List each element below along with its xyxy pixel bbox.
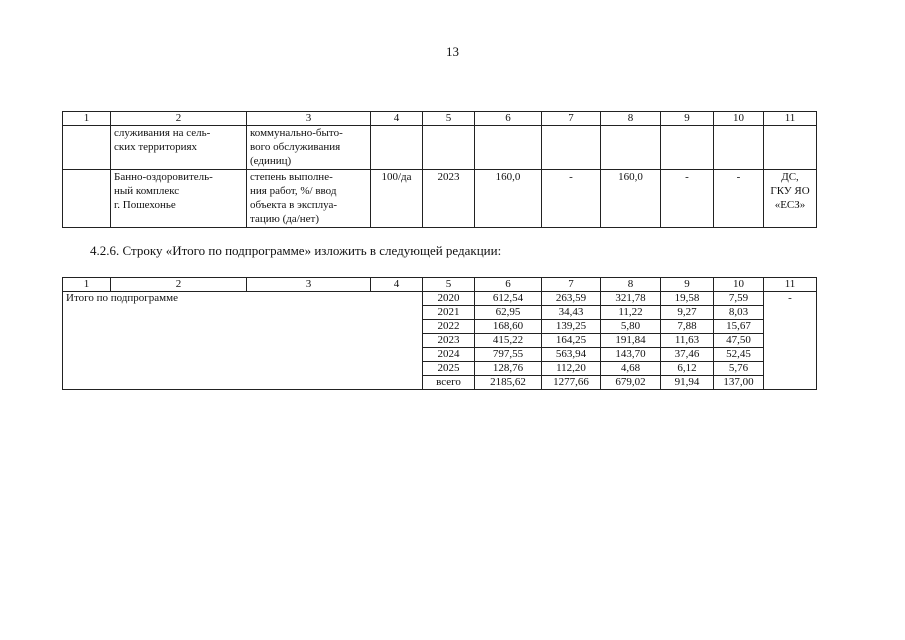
header-cell: 2 bbox=[111, 112, 247, 126]
amount-cell: - bbox=[661, 170, 714, 228]
header-cell: 10 bbox=[714, 112, 764, 126]
header-cell: 11 bbox=[764, 112, 817, 126]
amount-cell: 160,0 bbox=[601, 170, 661, 228]
header-cell: 9 bbox=[661, 278, 714, 292]
header-cell: 8 bbox=[601, 278, 661, 292]
indicator-cell: степень выполне- ния работ, %/ ввод объекта в эксплуа- тацию (да/нет) bbox=[247, 170, 371, 228]
header-cell: 8 bbox=[601, 112, 661, 126]
header-cell: 1 bbox=[63, 112, 111, 126]
amount-cell: 160,0 bbox=[475, 170, 542, 228]
year-cell: 2022 bbox=[423, 320, 475, 334]
table-row: Итого по подпрограмме 2020 612,54 263,59 321,78 19,58 7,59 - bbox=[63, 292, 817, 306]
header-cell: 4 bbox=[371, 278, 423, 292]
table-row bbox=[63, 170, 817, 228]
table-header-row bbox=[63, 112, 817, 126]
table-row: 2023 415,22 164,25 191,84 11,63 47,50 bbox=[63, 334, 817, 348]
subprogram-total-table bbox=[62, 277, 817, 390]
header-cell: 2 bbox=[111, 278, 247, 292]
total-label-cell: Итого по подпрограмме bbox=[63, 292, 423, 390]
year-cell: 2023 bbox=[423, 170, 475, 228]
header-cell: 5 bbox=[423, 112, 475, 126]
header-cell: 3 bbox=[247, 278, 371, 292]
amount-cell: - bbox=[542, 170, 601, 228]
header-cell: 5 bbox=[423, 278, 475, 292]
row-name-cell: Банно-оздоровитель- ный комплекс г. Пошехонье bbox=[111, 170, 247, 228]
year-cell: всего bbox=[423, 376, 475, 390]
target-value-cell: 100/да bbox=[371, 170, 423, 228]
header-cell: 11 bbox=[764, 278, 817, 292]
page-number: 13 bbox=[446, 44, 459, 59]
header-cell: 9 bbox=[661, 112, 714, 126]
table-row: 2021 62,95 34,43 11,22 9,27 8,03 bbox=[63, 306, 817, 320]
year-cell: 2020 bbox=[423, 292, 475, 306]
executor-cell: - bbox=[764, 292, 817, 390]
amount-cell: - bbox=[714, 170, 764, 228]
year-cell: 2023 bbox=[423, 334, 475, 348]
table-total-row: всего 2185,62 1277,66 679,02 91,94 137,00 bbox=[63, 376, 817, 390]
header-cell: 1 bbox=[63, 278, 111, 292]
header-cell: 7 bbox=[542, 112, 601, 126]
program-table-fragment bbox=[62, 111, 817, 228]
header-cell: 10 bbox=[714, 278, 764, 292]
header-cell: 6 bbox=[475, 278, 542, 292]
instruction-paragraph: 4.2.6. Строку «Итого по подпрограмме» изложить в следующей редакции: bbox=[90, 243, 502, 258]
row-name-cell: служивания на сель- ских территориях bbox=[111, 126, 247, 170]
header-cell: 4 bbox=[371, 112, 423, 126]
indicator-cell: коммунально-быто- вого обслуживания (единиц) bbox=[247, 126, 371, 170]
table-header-row bbox=[63, 278, 817, 292]
header-cell: 3 bbox=[247, 112, 371, 126]
year-cell: 2024 bbox=[423, 348, 475, 362]
year-cell: 2021 bbox=[423, 306, 475, 320]
table-row: 2025 128,76 112,20 4,68 6,12 5,76 bbox=[63, 362, 817, 376]
header-cell: 6 bbox=[475, 112, 542, 126]
table-row: 2022 168,60 139,25 5,80 7,88 15,67 bbox=[63, 320, 817, 334]
executor-cell: ДС, ГКУ ЯО «ЕСЗ» bbox=[764, 170, 817, 228]
table-row bbox=[63, 126, 817, 170]
header-cell: 7 bbox=[542, 278, 601, 292]
year-cell: 2025 bbox=[423, 362, 475, 376]
table-row: 2024 797,55 563,94 143,70 37,46 52,45 bbox=[63, 348, 817, 362]
